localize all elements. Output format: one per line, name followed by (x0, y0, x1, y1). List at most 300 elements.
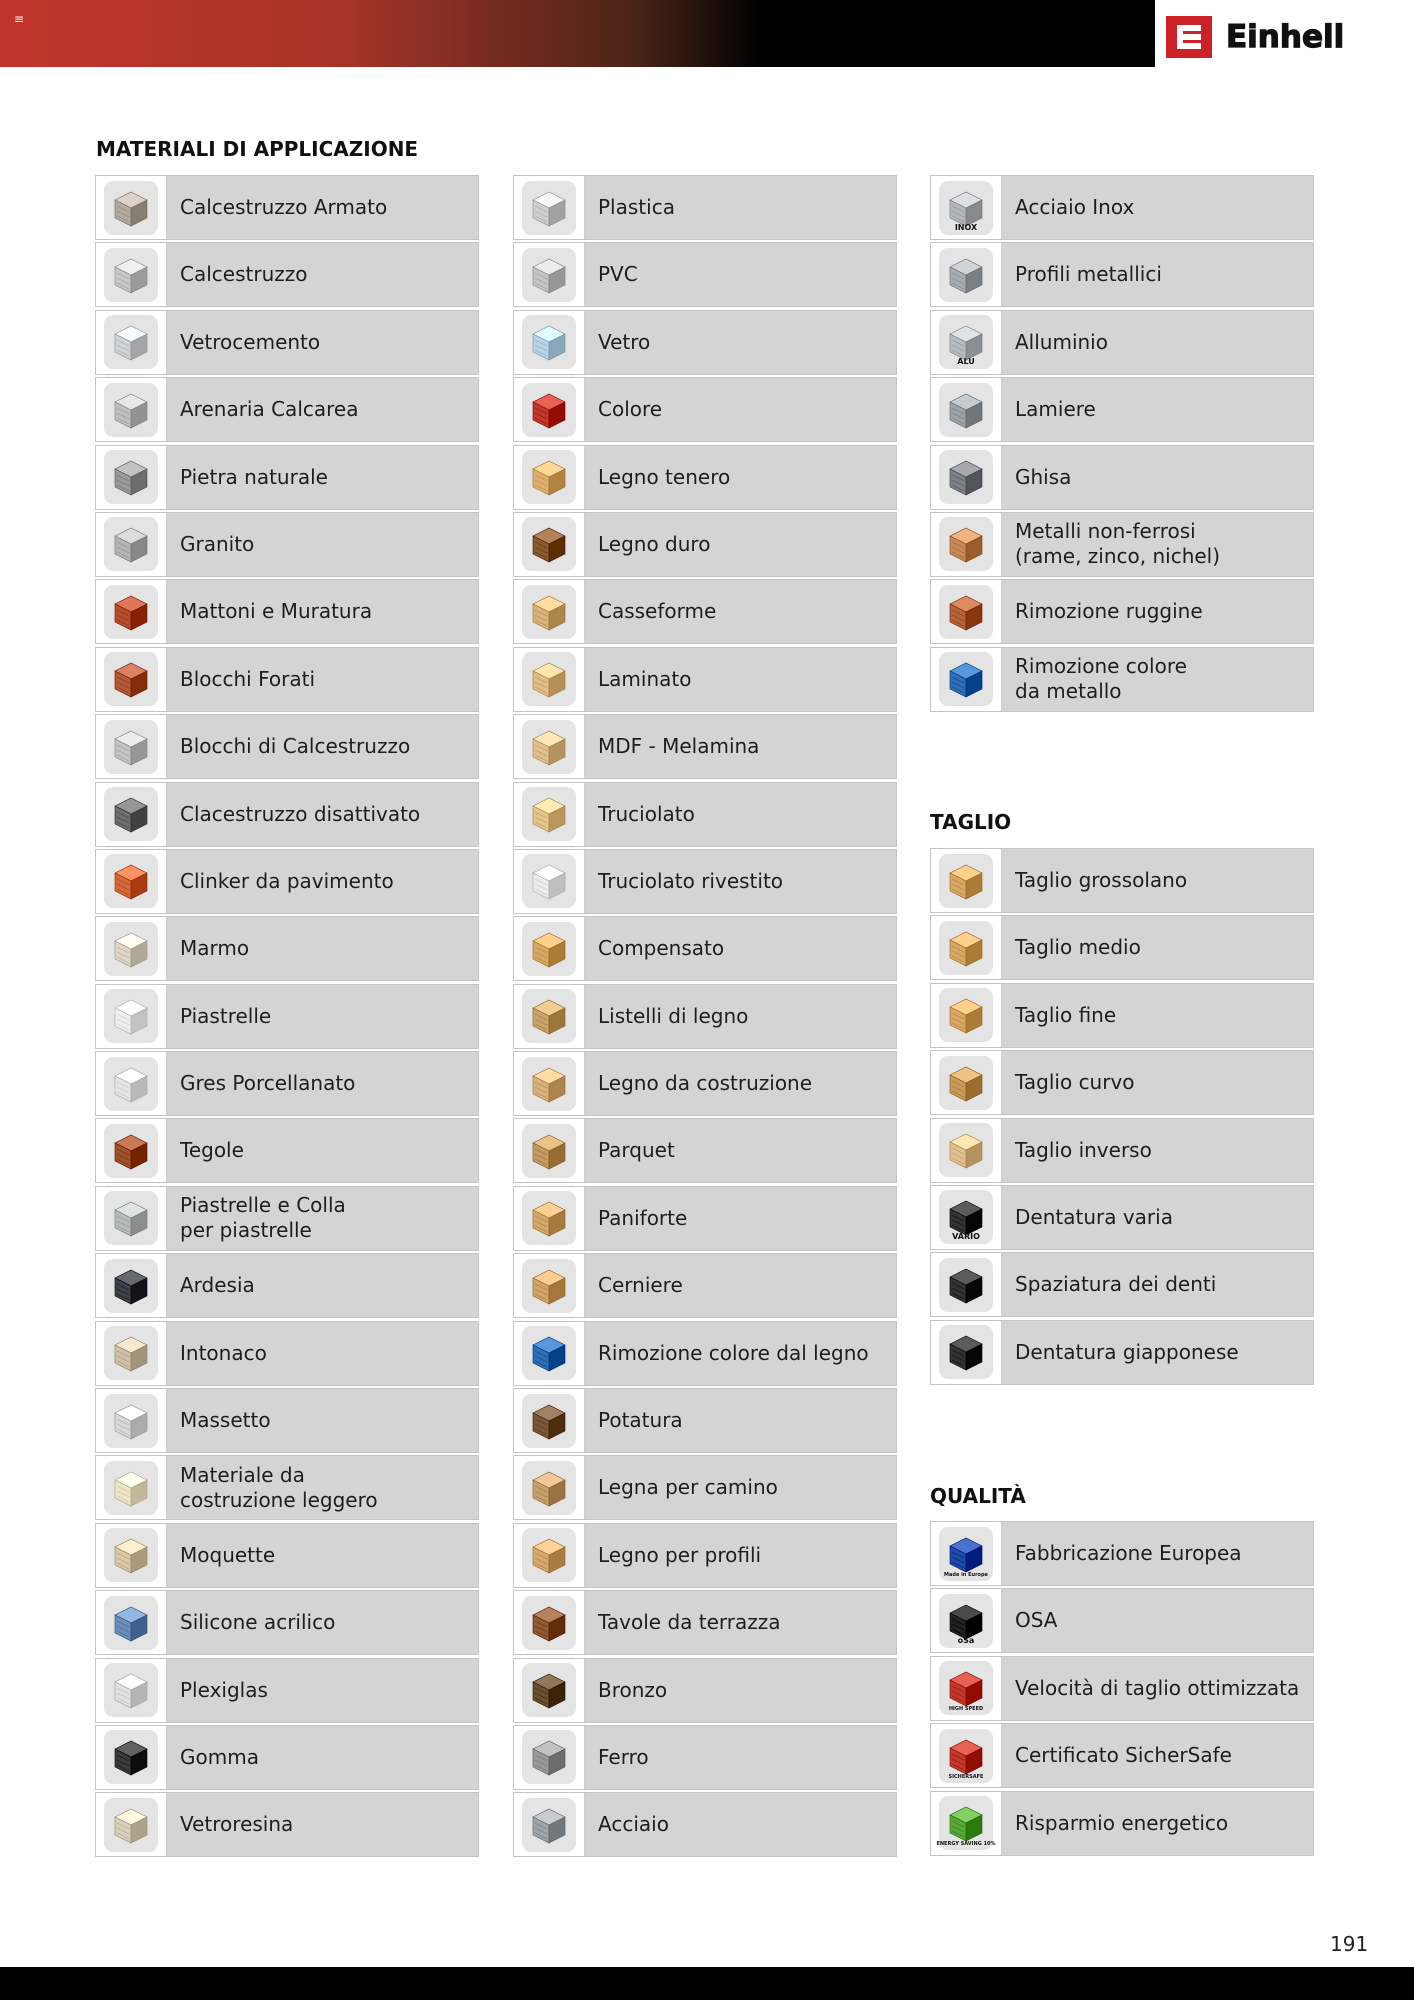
list-item-label: Ghisa (1015, 464, 1072, 489)
list-item-label: Acciaio Inox (1015, 195, 1135, 219)
icon-cell (514, 1389, 586, 1452)
list-item[interactable] (513, 1658, 897, 1723)
icon-cell (514, 1726, 586, 1789)
icon-tag-label: ENERGY SAVING 10% (936, 1841, 996, 1848)
icon-cell (96, 1254, 168, 1317)
list-item-label: Vetro (598, 329, 651, 354)
hinge-hole-icon (522, 1259, 576, 1313)
list-item-label: Calcestruzzo (180, 262, 308, 287)
icon-cell (931, 1522, 1003, 1585)
list-item-label: Rimozione colore da metallo (1015, 654, 1187, 704)
icon-cell (514, 917, 586, 980)
list-item-label: Arenaria Calcarea (180, 397, 359, 422)
list-item-label: Legno duro (598, 531, 711, 556)
list-item[interactable] (95, 175, 479, 240)
formwork-icon (522, 585, 576, 639)
pvc-pipe-icon (522, 248, 576, 302)
icon-cell (514, 1187, 586, 1250)
iron-fe-icon (522, 1730, 576, 1784)
marble-icon (104, 922, 158, 976)
mdf-icon (522, 720, 576, 774)
icon-cell (96, 1322, 168, 1385)
list-item-label: Marmo (180, 936, 250, 961)
list-item-label: Massetto (180, 1408, 271, 1433)
glass-block-icon (104, 315, 158, 369)
list-item[interactable] (930, 310, 1314, 375)
sand-lime-brick-icon (104, 383, 158, 437)
list-item-label: Pietra naturale (180, 464, 328, 489)
list-item-label: Certificato SicherSafe (1015, 1743, 1232, 1768)
list-item[interactable] (930, 175, 1314, 240)
stainless-steel-inox-icon (939, 181, 993, 235)
brand-logo[interactable] (1166, 14, 1380, 60)
icon-cell (931, 1724, 1003, 1787)
icon-cell (96, 985, 168, 1048)
list-item-label: Compensato (598, 936, 725, 961)
blockboard-icon (522, 1191, 576, 1245)
pruning-branch-icon (522, 1394, 576, 1448)
list-item-label: Vetrocemento (180, 329, 321, 354)
list-item-label: Gres Porcellanato (180, 1071, 356, 1096)
icon-cell (96, 513, 168, 576)
bronze-statue-icon (522, 1663, 576, 1717)
hardwood-icon (522, 517, 576, 571)
plastic-pipe-icon (522, 181, 576, 235)
list-item[interactable] (513, 1388, 897, 1453)
materiali-list-col1 (95, 175, 479, 1860)
icon-cell (96, 1389, 168, 1452)
list-item[interactable] (513, 1118, 897, 1183)
icon-cell (514, 1659, 586, 1722)
silicone-cartridge-icon (104, 1596, 158, 1650)
icon-cell (96, 1456, 168, 1519)
list-item[interactable] (95, 1455, 479, 1520)
list-item-label: Taglio fine (1015, 1002, 1117, 1027)
list-item-label: Clacestruzzo disattivato (180, 801, 421, 826)
icon-cell (931, 1186, 1003, 1249)
list-item-label: Spaziatura dei denti (1015, 1272, 1217, 1297)
construction-wood-icon (522, 1057, 576, 1111)
list-item-label: Mattoni e Muratura (180, 599, 373, 624)
list-item[interactable] (513, 782, 897, 847)
icon-tag-label: VARIO (952, 1232, 980, 1242)
softwood-icon (522, 450, 576, 504)
list-item[interactable] (95, 1523, 479, 1588)
list-item-label: Blocchi Forati (180, 666, 315, 691)
icon-tag-label: INOX (954, 222, 978, 232)
list-item[interactable] (95, 849, 479, 914)
paint-can-icon (522, 383, 576, 437)
list-item-label: Vetroresina (180, 1812, 294, 1837)
decking-boards-icon (522, 1596, 576, 1650)
list-item-label: Plexiglas (180, 1677, 268, 1702)
list-item[interactable] (513, 310, 897, 375)
icon-cell (931, 1792, 1003, 1855)
icon-cell (514, 1052, 586, 1115)
laminate-icon (522, 652, 576, 706)
icon-cell (514, 1322, 586, 1385)
tile-adhesive-icon (104, 1191, 158, 1245)
icon-cell (514, 1524, 586, 1587)
steel-beam-icon (522, 1798, 576, 1852)
list-item-label: Blocchi di Calcestruzzo (180, 734, 411, 759)
list-item[interactable] (930, 1252, 1314, 1317)
list-item[interactable] (930, 1723, 1314, 1788)
list-item[interactable] (95, 1658, 479, 1723)
list-item-label: Laminato (598, 666, 692, 691)
list-item[interactable] (513, 1590, 897, 1655)
list-item[interactable] (95, 984, 479, 1049)
list-item[interactable] (95, 1388, 479, 1453)
list-item-label: OSA (1015, 1608, 1058, 1633)
list-item-label: Truciolato (598, 801, 695, 826)
profile-wood-icon (522, 1528, 576, 1582)
icon-cell (514, 985, 586, 1048)
energy-saving-icon (936, 1796, 996, 1850)
icon-cell (514, 850, 586, 913)
granite-icon (104, 517, 158, 571)
plaster-icon (104, 1326, 158, 1380)
list-item[interactable] (95, 512, 479, 577)
list-item-label: Clinker da pavimento (180, 868, 394, 893)
materiali-list-col3 (930, 175, 1314, 714)
curve-cut-icon (939, 1056, 993, 1110)
list-item[interactable] (513, 647, 897, 712)
list-item-label: Colore (598, 397, 663, 422)
reverse-cut-icon (939, 1123, 993, 1177)
list-item[interactable] (513, 916, 897, 981)
icon-tag-label: ALU (957, 357, 975, 367)
list-item-label: Metalli non-ferrosi (rame, zinco, nichel) (1015, 519, 1221, 569)
list-item-label: Rimozione colore dal legno (598, 1340, 869, 1365)
slate-icon (104, 1259, 158, 1313)
list-item[interactable] (513, 512, 897, 577)
list-item[interactable] (95, 1321, 479, 1386)
list-item-label: Parquet (598, 1138, 675, 1163)
taglio-list (930, 848, 1314, 1387)
icon-cell (514, 446, 586, 509)
list-item-label: Dentatura varia (1015, 1204, 1173, 1229)
einhell-logo-icon (1166, 16, 1212, 58)
list-item-label: Legno da costruzione (598, 1071, 813, 1096)
list-item-label: Plastica (598, 195, 675, 219)
list-item[interactable] (513, 579, 897, 644)
icon-cell (514, 1456, 586, 1519)
metal-profile-icon (939, 248, 993, 302)
list-item[interactable] (95, 1792, 479, 1857)
list-item-label: Legno per profili (598, 1542, 762, 1567)
list-item[interactable] (513, 1253, 897, 1318)
list-item[interactable] (930, 1118, 1314, 1183)
list-item[interactable] (513, 1455, 897, 1520)
footer-bar (0, 1967, 1414, 2000)
list-item[interactable] (513, 1725, 897, 1790)
list-item[interactable] (513, 984, 897, 1049)
list-item[interactable] (95, 1186, 479, 1251)
list-item[interactable] (513, 445, 897, 510)
list-item[interactable] (95, 647, 479, 712)
icon-cell (931, 1119, 1003, 1182)
list-item[interactable] (513, 1051, 897, 1116)
list-item[interactable] (95, 916, 479, 981)
chipboard-icon (522, 787, 576, 841)
list-item[interactable] (930, 512, 1314, 577)
list-item-label: Cerniere (598, 1273, 683, 1298)
icon-cell (96, 1659, 168, 1722)
list-item-label: Truciolato rivestito (598, 868, 784, 893)
list-item[interactable] (930, 1656, 1314, 1721)
list-item-label: Taglio curvo (1015, 1070, 1135, 1095)
icon-cell (96, 580, 168, 643)
icon-cell (514, 715, 586, 778)
icon-cell (96, 176, 168, 239)
lightweight-material-icon (104, 1461, 158, 1515)
icon-cell (96, 850, 168, 913)
list-item[interactable] (95, 1725, 479, 1790)
icon-cell (96, 311, 168, 374)
list-item[interactable] (930, 377, 1314, 442)
icon-cell (96, 446, 168, 509)
made-in-europe-icon (939, 1527, 993, 1581)
icon-cell (931, 513, 1003, 576)
icon-cell (514, 783, 586, 846)
icon-cell (96, 1052, 168, 1115)
list-item[interactable] (95, 782, 479, 847)
list-item-label: Piastrelle (180, 1003, 272, 1028)
list-item-label: Bronzo (598, 1677, 668, 1702)
aluminium-alu-icon (939, 315, 993, 369)
list-item[interactable] (513, 1321, 897, 1386)
list-item-label: Listelli di legno (598, 1003, 749, 1028)
icon-cell (514, 648, 586, 711)
list-item[interactable] (930, 1050, 1314, 1115)
list-item-label: Lamiere (1015, 397, 1096, 422)
list-item-label: Materiale da costruzione leggero (180, 1462, 378, 1512)
vario-teeth-icon (939, 1190, 993, 1244)
icon-cell (514, 176, 586, 239)
list-item[interactable] (930, 848, 1314, 913)
brand-name: Einhell (1226, 19, 1345, 55)
icon-cell (96, 783, 168, 846)
icon-cell (514, 311, 586, 374)
list-item-label: Rimozione ruggine (1015, 599, 1203, 624)
icon-cell (931, 1321, 1003, 1384)
icon-cell (96, 243, 168, 306)
roof-tiles-icon (104, 1124, 158, 1178)
icon-cell (931, 984, 1003, 1047)
list-item[interactable] (513, 175, 897, 240)
list-item-label: Legno tenero (598, 464, 731, 489)
osa-icon (939, 1594, 993, 1648)
reinforced-concrete-icon (104, 181, 158, 235)
icon-cell (514, 1119, 586, 1182)
list-item-label: Dentatura giapponese (1015, 1339, 1239, 1364)
coated-chipboard-icon (522, 854, 576, 908)
list-item-label: Risparmio energetico (1015, 1810, 1229, 1835)
list-item[interactable] (95, 579, 479, 644)
plywood-icon (522, 922, 576, 976)
list-item-label: Intonaco (180, 1340, 267, 1365)
list-item-label: Velocità di taglio ottimizzata (1015, 1675, 1300, 1700)
list-item[interactable] (513, 377, 897, 442)
list-item-label: Taglio grossolano (1015, 868, 1188, 892)
japanese-teeth-icon (939, 1325, 993, 1379)
concrete-block-icon (104, 720, 158, 774)
icon-cell (514, 1591, 586, 1654)
list-item[interactable] (930, 1588, 1314, 1653)
icon-cell (931, 446, 1003, 509)
high-speed-icon (939, 1661, 993, 1715)
osb-icon (522, 989, 576, 1043)
list-item-label: Fabbricazione Europea (1015, 1541, 1242, 1565)
icon-cell (931, 1657, 1003, 1720)
porcelain-stoneware-icon (104, 1057, 158, 1111)
list-item-label: Taglio medio (1015, 935, 1141, 960)
list-item[interactable] (95, 1253, 479, 1318)
list-item-label: Potatura (598, 1408, 683, 1433)
coarse-cut-icon (939, 854, 993, 908)
rust-removal-icon (939, 585, 993, 639)
concrete-icon (104, 248, 158, 302)
brick-wall-icon (104, 585, 158, 639)
list-item-label: Tegole (180, 1138, 244, 1163)
list-item-label: Acciaio (598, 1812, 669, 1837)
icon-cell (931, 176, 1003, 239)
glass-icon (522, 315, 576, 369)
list-item-label: Profili metallici (1015, 262, 1162, 287)
list-item[interactable] (513, 1186, 897, 1251)
list-item[interactable] (930, 647, 1314, 712)
icon-cell (96, 917, 168, 980)
icon-cell (931, 378, 1003, 441)
icon-cell (96, 715, 168, 778)
list-item[interactable] (930, 1320, 1314, 1385)
icon-cell (931, 243, 1003, 306)
metal-paint-removal-icon (939, 652, 993, 706)
sichersafe-icon (939, 1729, 993, 1783)
rubber-tyre-icon (104, 1730, 158, 1784)
page-number: 191 (1330, 1932, 1369, 1956)
list-item[interactable] (930, 1521, 1314, 1586)
list-item[interactable] (513, 849, 897, 914)
parquet-icon (522, 1124, 576, 1178)
list-item-label: Ferro (598, 1744, 649, 1769)
list-item[interactable] (95, 1051, 479, 1116)
list-item-label: Casseforme (598, 599, 717, 624)
icon-cell (514, 580, 586, 643)
list-item[interactable] (513, 242, 897, 307)
sheet-metal-icon (939, 383, 993, 437)
icon-cell (96, 648, 168, 711)
list-item[interactable] (930, 242, 1314, 307)
list-item[interactable] (930, 1791, 1314, 1856)
qualita-title: QUALITÀ (930, 1484, 1026, 1508)
wood-paint-removal-icon (522, 1326, 576, 1380)
plexiglass-icon (104, 1663, 158, 1717)
list-item-label: Gomma (180, 1744, 259, 1769)
icon-cell (96, 1187, 168, 1250)
list-item[interactable] (95, 377, 479, 442)
icon-cell (931, 648, 1003, 711)
icon-cell (931, 916, 1003, 979)
list-item-label: Taglio inverso (1015, 1137, 1152, 1162)
icon-cell (96, 1524, 168, 1587)
list-item[interactable] (95, 1118, 479, 1183)
list-item-label: Silicone acrilico (180, 1610, 336, 1635)
list-item[interactable] (95, 310, 479, 375)
taglio-title: TAGLIO (930, 810, 1012, 834)
perforated-block-icon (104, 652, 158, 706)
icon-cell (514, 378, 586, 441)
list-item-label: Piastrelle e Colla per piastrelle (180, 1193, 346, 1243)
list-item-label: Paniforte (598, 1205, 688, 1230)
list-item[interactable] (930, 1185, 1314, 1250)
teeth-spacing-icon (939, 1258, 993, 1312)
list-item-label: Tavole da terrazza (598, 1610, 781, 1635)
icon-cell (514, 513, 586, 576)
icon-cell (96, 1591, 168, 1654)
header-bar (0, 0, 1155, 67)
list-item-label: Ardesia (180, 1273, 255, 1298)
list-item-label: Alluminio (1015, 329, 1108, 354)
clinker-tile-icon (104, 854, 158, 908)
list-item[interactable] (513, 1523, 897, 1588)
fine-cut-icon (939, 988, 993, 1042)
firewood-icon (522, 1461, 576, 1515)
list-item-label: Granito (180, 531, 255, 556)
list-item-label: Calcestruzzo Armato (180, 195, 388, 219)
medium-cut-icon (939, 921, 993, 975)
icon-cell (96, 1119, 168, 1182)
list-item[interactable] (95, 242, 479, 307)
list-item[interactable] (513, 714, 897, 779)
non-ferrous-metals-icon (939, 517, 993, 571)
icon-cell (931, 1589, 1003, 1652)
materiali-list-col2 (513, 175, 897, 1860)
icon-tag-label: Made in Europe (944, 1571, 988, 1578)
icon-cell (931, 580, 1003, 643)
tiles-icon (104, 989, 158, 1043)
qualita-list (930, 1521, 1314, 1858)
list-item-label: MDF - Melamina (598, 734, 760, 759)
icon-cell (96, 1793, 168, 1856)
natural-stone-icon (104, 450, 158, 504)
menu-icon[interactable]: ≡ (14, 12, 25, 26)
screed-icon (104, 1394, 158, 1448)
list-item-label: PVC (598, 262, 638, 287)
list-item[interactable] (95, 1590, 479, 1655)
cast-iron-icon (939, 450, 993, 504)
list-item[interactable] (930, 983, 1314, 1048)
carpet-icon (104, 1528, 158, 1582)
list-item[interactable] (930, 915, 1314, 980)
icon-cell (96, 1726, 168, 1789)
icon-cell (931, 1253, 1003, 1316)
list-item-label: Moquette (180, 1542, 276, 1567)
materiali-title: MATERIALI DI APPLICAZIONE (96, 137, 419, 161)
icon-tag-label: SICHERSAFE (948, 1773, 984, 1780)
list-item[interactable] (930, 579, 1314, 644)
list-item-label: Legna per camino (598, 1475, 778, 1500)
list-item[interactable] (930, 445, 1314, 510)
icon-cell (96, 378, 168, 441)
icon-tag-label: oSa (957, 1635, 975, 1645)
list-item[interactable] (95, 714, 479, 779)
list-item[interactable] (95, 445, 479, 510)
fiberglass-boat-icon (104, 1798, 158, 1852)
icon-cell (931, 311, 1003, 374)
list-item[interactable] (513, 1792, 897, 1857)
